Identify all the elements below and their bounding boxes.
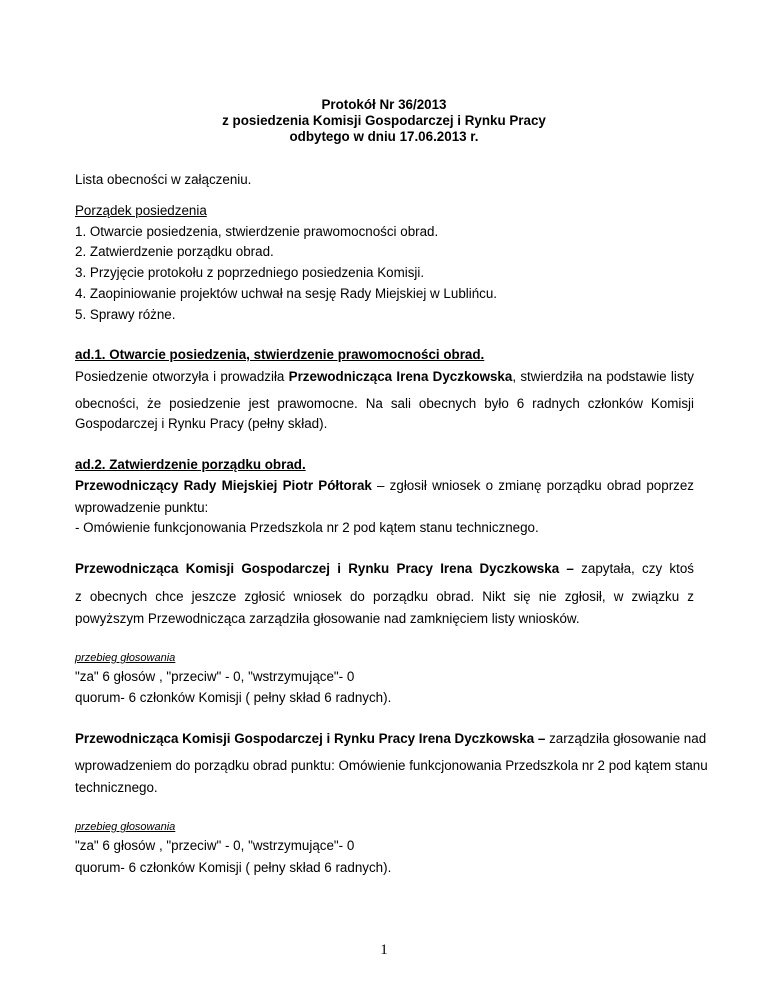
ad2-paragraph-line: z obecnych chce jeszcze zgłosić wniosek do porządku obrad. Nikt się nie zgłosił, w związku z [75, 589, 694, 604]
document-header [0, 97, 768, 145]
ad2-heading: ad.2. Zatwierdzenie porządku obrad. [75, 457, 306, 472]
agenda-item: 2. Zatwierdzenie porządku obrad. [75, 244, 274, 259]
attendance-note: Lista obecności w załączeniu. [75, 172, 252, 187]
agenda-title: Porządek posiedzenia [75, 203, 207, 218]
ad2-paragraph-line: technicznego. [75, 780, 158, 795]
ad1-paragraph-line: Gospodarczej i Rynku Pracy (pełny skład). [75, 416, 328, 431]
agenda-item: 1. Otwarcie posiedzenia, stwierdzenie prawomocności obrad. [75, 224, 439, 239]
ad2-paragraph-line: Przewodnicząca Komisji Gospodarczej i Rynku Pracy Irena Dyczkowska – zarządziła głosowanie nad [75, 731, 707, 746]
ad2-paragraph-line: Przewodniczący Rady Miejskiej Piotr Półtorak – zgłosił wniosek o zmianę porządku obrad poprzez [75, 478, 694, 493]
ad1-heading: ad.1. Otwarcie posiedzenia, stwierdzenie prawomocności obrad. [75, 347, 485, 362]
vote-quorum: quorum- 6 członków Komisji ( pełny skład 6 radnych). [75, 860, 392, 875]
ad2-paragraph-line: - Omówienie funkcjonowania Przedszkola nr 2 pod kątem stanu technicznego. [75, 520, 539, 535]
vote-result: "za" 6 głosów , "przeciw" - 0, "wstrzymujące"- 0 [75, 669, 355, 684]
ad2-paragraph-line: Przewodnicząca Komisji Gospodarczej i Rynku Pracy Irena Dyczkowska – zapytała, czy ktoś [75, 561, 694, 576]
ad2-paragraph-line: wprowadzenie punktu: [75, 500, 209, 515]
ad1-paragraph-line: Posiedzenie otworzyła i prowadziła Przewodnicząca Irena Dyczkowska, stwierdziła na podstawie listy [75, 369, 694, 384]
agenda-item: 5. Sprawy różne. [75, 307, 176, 322]
committee-title: z posiedzenia Komisji Gospodarczej i Rynku Pracy [222, 113, 546, 128]
vote-label: przebieg głosowania [75, 821, 176, 833]
protocol-number: Protokół Nr 36/2013 [321, 97, 447, 112]
meeting-date: odbytego w dniu 17.06.2013 r. [289, 129, 479, 144]
ad2-paragraph-line: wprowadzeniem do porządku obrad punktu: Omówienie funkcjonowania Przedszkola nr 2 pod kątem stanu [75, 758, 708, 773]
ad2-paragraph-line: powyższym Przewodnicząca zarządziła głosowanie nad zamknięciem listy wniosków. [75, 611, 580, 626]
agenda-item: 3. Przyjęcie protokołu z poprzedniego posiedzenia Komisji. [75, 265, 425, 280]
page-number: 1 [380, 942, 388, 958]
agenda-item: 4. Zaopiniowanie projektów uchwał na sesję Rady Miejskiej w Lublińcu. [75, 286, 498, 301]
vote-quorum: quorum- 6 członków Komisji ( pełny skład 6 radnych). [75, 690, 392, 705]
vote-label: przebieg głosowania [75, 652, 176, 664]
vote-result: "za" 6 głosów , "przeciw" - 0, "wstrzymujące"- 0 [75, 838, 355, 853]
ad1-paragraph-line: obecności, że posiedzenie jest prawomocne. Na sali obecnych było 6 radnych członków Komisji [75, 396, 694, 411]
